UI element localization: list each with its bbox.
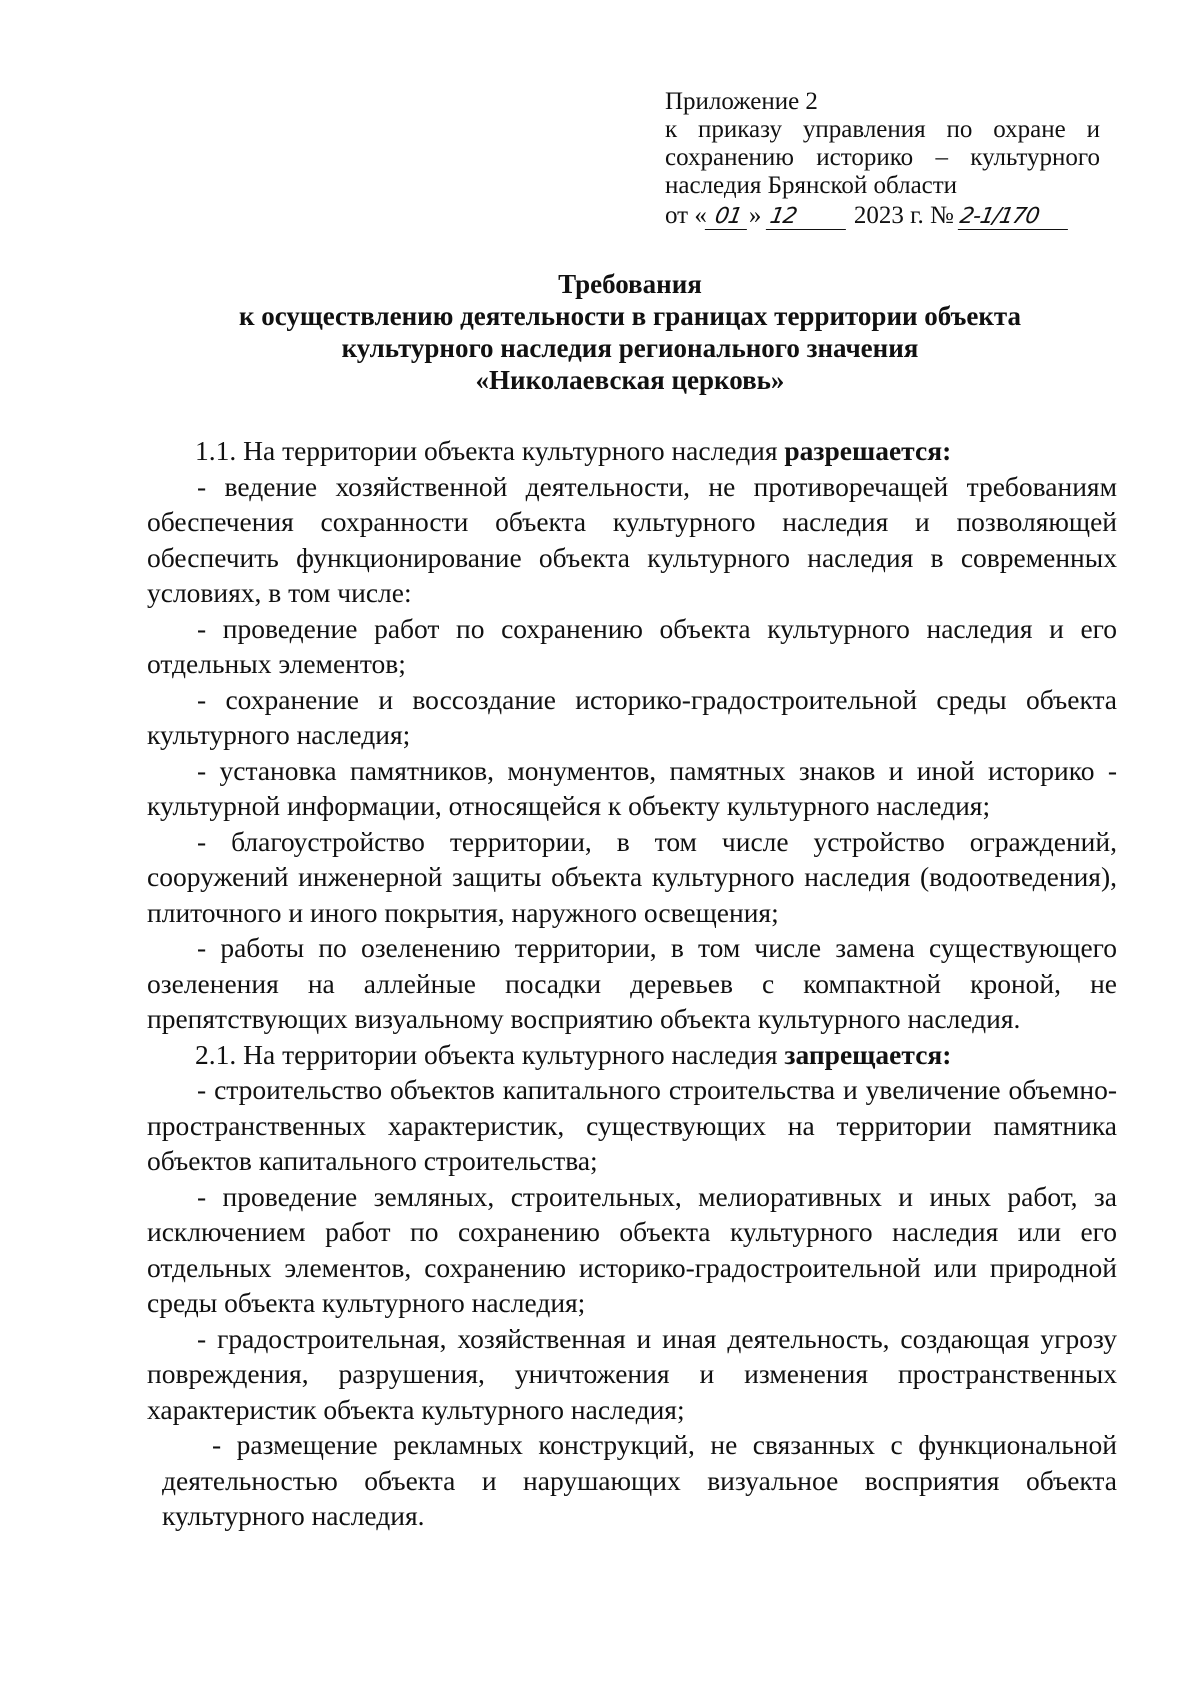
list-item: - благоустройство территории, в том числе устройство ограждений, сооружений инженерной защиты объекта культурного наследия (водоотведения), плиточного и иного покрытия, наружного освещения;	[147, 825, 1117, 928]
list-item: - ведение хозяйственной деятельности, не противоречащей требованиям обеспечения сохранности объекта культурного наследия и позволяющей обеспечить функционирование объекта культурного наследия в современных условиях, в том числе:	[147, 470, 1117, 608]
section-2-heading: 2.1. На территории объекта культурного наследия запрещается:	[195, 1038, 952, 1070]
list-item: - сохранение и воссоздание историко-градостроительной среды объекта культурного наследия;	[147, 683, 1117, 750]
list-item: - проведение земляных, строительных, мелиоративных и иных работ, за исключением работ по сохранению объекта культурного наследия или его отдельных элементов, сохранению историко-градостроительной или природной среды объекта культурного наследия;	[147, 1180, 1117, 1318]
date-year: 2023 г. №	[853, 202, 954, 229]
list-item: - размещение рекламных конструкций, не связанных с функциональной деятельностью объекта и нарушающих визуальное восприятия объекта культурного наследия.	[162, 1429, 1117, 1531]
title-line: «Николаевская церковь»	[475, 365, 785, 395]
section-1-heading: 1.1. На территории объекта культурного наследия разрешается:	[195, 435, 952, 466]
title-line: к осуществлению деятельности в границах территории объекта	[238, 301, 1022, 331]
prohibited-keyword: запрещается:	[784, 1038, 952, 1070]
appendix-order-line: к приказу управления по охране и	[665, 116, 1100, 143]
handwritten-month: 12	[765, 205, 849, 230]
appendix-date-line	[665, 202, 1100, 230]
list-item: - строительство объектов капитального строительства и увеличение объемно-пространственных характеристик, существующих на территории памятника объектов капитального строительства;	[147, 1074, 1117, 1176]
list-item: - работы по озеленению территории, в том числе замена существующего озеленения на аллейные посадки деревьев с компактной кроной, не препятствующих визуальному восприятию объекта культурного наследия.	[147, 932, 1117, 1034]
document-body	[147, 433, 1117, 1534]
appendix-order-line: наследия Брянской области	[665, 172, 958, 199]
date-mid: »	[748, 202, 762, 229]
document-title	[140, 268, 1120, 396]
appendix-block	[665, 88, 1100, 230]
handwritten-day: 01	[705, 205, 751, 230]
handwritten-order-number: 2-1/170	[958, 205, 1072, 230]
title-line: культурного наследия регионального значения	[341, 333, 919, 363]
title-line: Требования	[558, 269, 702, 299]
list-item: - проведение работ по сохранению объекта культурного наследия и его отдельных элементов;	[147, 612, 1117, 679]
permitted-keyword: разрешается:	[784, 435, 952, 466]
appendix-order-line: сохранению историко – культурного	[665, 144, 1100, 171]
appendix-title: Приложение 2	[665, 88, 818, 115]
list-item: - градостроительная, хозяйственная и иная деятельность, создающая угрозу повреждения, разрушения, уничтожения и изменения пространственных характеристик объекта культурного наследия;	[147, 1322, 1117, 1425]
date-prefix: от «	[665, 202, 707, 229]
list-item: - установка памятников, монументов, памятных знаков и иной историко - культурной информации, относящейся к объекту культурного наследия;	[147, 754, 1117, 821]
